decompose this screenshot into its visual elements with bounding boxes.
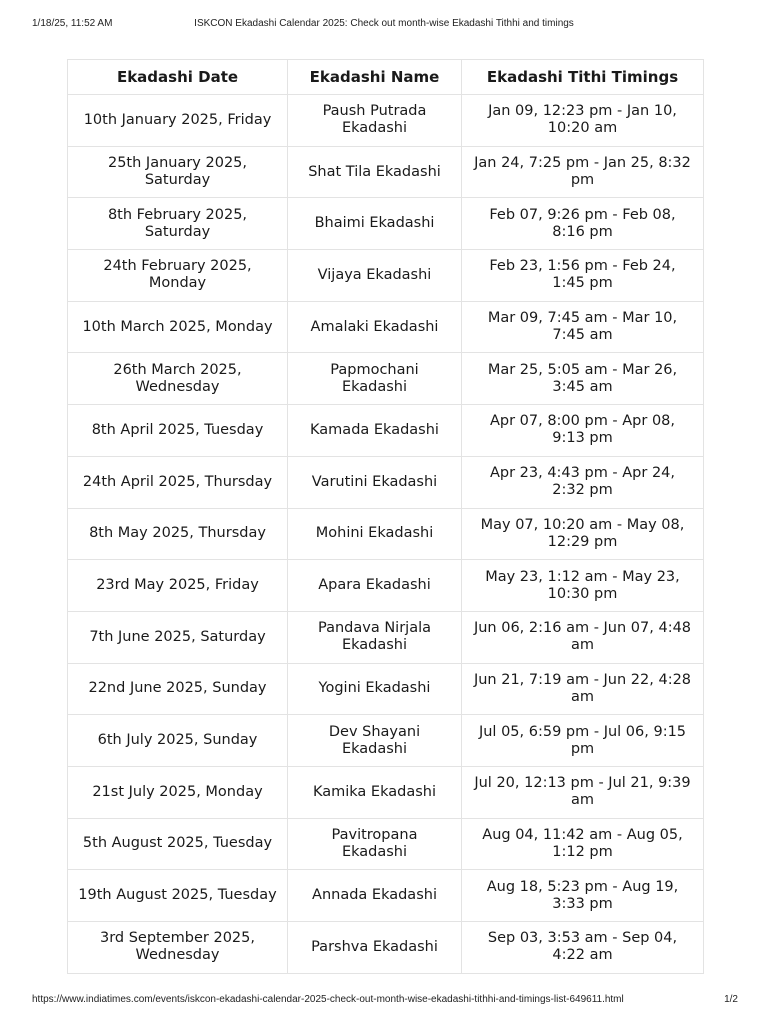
cell-timings: Apr 23, 4:43 pm - Apr 24, 2:32 pm <box>462 456 704 508</box>
cell-timings: May 23, 1:12 am - May 23, 10:30 pm <box>462 560 704 612</box>
cell-timings: Feb 07, 9:26 pm - Feb 08, 8:16 pm <box>462 198 704 250</box>
table-row <box>68 456 704 508</box>
cell-name: Mohini Ekadashi <box>288 508 462 560</box>
cell-date: 21st July 2025, Monday <box>68 766 288 818</box>
cell-name: Papmochani Ekadashi <box>288 353 462 405</box>
cell-timings: Aug 18, 5:23 pm - Aug 19, 3:33 pm <box>462 870 704 922</box>
cell-date: 5th August 2025, Tuesday <box>68 818 288 870</box>
cell-date: 25th January 2025, Saturday <box>68 146 288 198</box>
cell-name: Apara Ekadashi <box>288 560 462 612</box>
table-row <box>68 715 704 767</box>
table-row <box>68 405 704 457</box>
print-page-title: ISKCON Ekadashi Calendar 2025: Check out month-wise Ekadashi Tithhi and timings <box>194 18 574 29</box>
cell-name: Paush Putrada Ekadashi <box>288 95 462 147</box>
table-header-row <box>68 60 704 95</box>
cell-name: Yogini Ekadashi <box>288 663 462 715</box>
table-row <box>68 301 704 353</box>
cell-timings: Feb 23, 1:56 pm - Feb 24, 1:45 pm <box>462 250 704 302</box>
column-header-date: Ekadashi Date <box>68 60 288 95</box>
table-body <box>68 95 704 974</box>
table-row <box>68 818 704 870</box>
column-header-timings: Ekadashi Tithi Timings <box>462 60 704 95</box>
cell-name: Pandava Nirjala Ekadashi <box>288 611 462 663</box>
cell-date: 6th July 2025, Sunday <box>68 715 288 767</box>
cell-timings: Jan 09, 12:23 pm - Jan 10, 10:20 am <box>462 95 704 147</box>
cell-name: Dev Shayani Ekadashi <box>288 715 462 767</box>
cell-timings: Jul 20, 12:13 pm - Jul 21, 9:39 am <box>462 766 704 818</box>
cell-timings: Jul 05, 6:59 pm - Jul 06, 9:15 pm <box>462 715 704 767</box>
page-url: https://www.indiatimes.com/events/iskcon-ekadashi-calendar-2025-check-out-month-wise-ekadashi-tithhi-and-timings-list-649611.html <box>32 994 624 1005</box>
cell-name: Parshva Ekadashi <box>288 922 462 974</box>
column-header-name: Ekadashi Name <box>288 60 462 95</box>
ekadashi-table <box>67 59 704 974</box>
table-row <box>68 508 704 560</box>
table-row <box>68 250 704 302</box>
cell-date: 24th April 2025, Thursday <box>68 456 288 508</box>
cell-date: 8th February 2025, Saturday <box>68 198 288 250</box>
cell-date: 10th March 2025, Monday <box>68 301 288 353</box>
cell-timings: Mar 25, 5:05 am - Mar 26, 3:45 am <box>462 353 704 405</box>
cell-date: 10th January 2025, Friday <box>68 95 288 147</box>
cell-date: 3rd September 2025, Wednesday <box>68 922 288 974</box>
cell-date: 8th May 2025, Thursday <box>68 508 288 560</box>
cell-name: Amalaki Ekadashi <box>288 301 462 353</box>
cell-date: 24th February 2025, Monday <box>68 250 288 302</box>
cell-name: Annada Ekadashi <box>288 870 462 922</box>
print-datetime: 1/18/25, 11:52 AM <box>32 18 113 29</box>
cell-name: Kamada Ekadashi <box>288 405 462 457</box>
cell-name: Kamika Ekadashi <box>288 766 462 818</box>
cell-timings: May 07, 10:20 am - May 08, 12:29 pm <box>462 508 704 560</box>
table-row <box>68 922 704 974</box>
ekadashi-table-container <box>67 59 703 974</box>
cell-name: Shat Tila Ekadashi <box>288 146 462 198</box>
table-header <box>68 60 704 95</box>
cell-name: Varutini Ekadashi <box>288 456 462 508</box>
cell-name: Bhaimi Ekadashi <box>288 198 462 250</box>
table-row <box>68 870 704 922</box>
cell-name: Pavitropana Ekadashi <box>288 818 462 870</box>
cell-timings: Aug 04, 11:42 am - Aug 05, 1:12 pm <box>462 818 704 870</box>
print-header <box>0 0 768 48</box>
table-row <box>68 766 704 818</box>
cell-timings: Jun 06, 2:16 am - Jun 07, 4:48 am <box>462 611 704 663</box>
table-row <box>68 95 704 147</box>
table-row <box>68 198 704 250</box>
cell-timings: Jun 21, 7:19 am - Jun 22, 4:28 am <box>462 663 704 715</box>
cell-date: 22nd June 2025, Sunday <box>68 663 288 715</box>
cell-date: 26th March 2025, Wednesday <box>68 353 288 405</box>
cell-name: Vijaya Ekadashi <box>288 250 462 302</box>
cell-timings: Sep 03, 3:53 am - Sep 04, 4:22 am <box>462 922 704 974</box>
table-row <box>68 560 704 612</box>
table-row <box>68 353 704 405</box>
cell-date: 19th August 2025, Tuesday <box>68 870 288 922</box>
cell-date: 8th April 2025, Tuesday <box>68 405 288 457</box>
table-row <box>68 663 704 715</box>
page-indicator: 1/2 <box>724 994 738 1005</box>
cell-timings: Apr 07, 8:00 pm - Apr 08, 9:13 pm <box>462 405 704 457</box>
table-row <box>68 611 704 663</box>
cell-date: 7th June 2025, Saturday <box>68 611 288 663</box>
cell-date: 23rd May 2025, Friday <box>68 560 288 612</box>
print-footer <box>0 994 768 1014</box>
cell-timings: Mar 09, 7:45 am - Mar 10, 7:45 am <box>462 301 704 353</box>
table-row <box>68 146 704 198</box>
cell-timings: Jan 24, 7:25 pm - Jan 25, 8:32 pm <box>462 146 704 198</box>
